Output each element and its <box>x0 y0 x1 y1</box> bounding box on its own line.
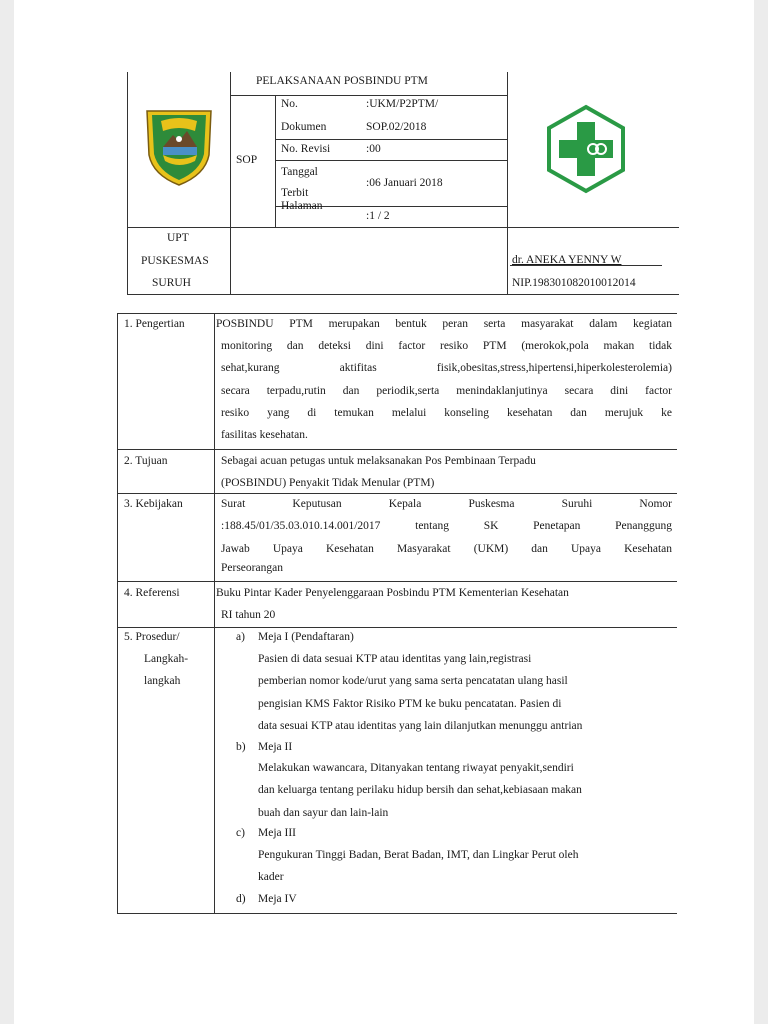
field-label-tanggal: Tanggal <box>281 166 318 178</box>
org-line-3: SURUH <box>152 277 191 289</box>
item-d-title: Meja IV <box>258 893 297 905</box>
field-value-tanggal: :06 Januari 2018 <box>366 177 443 189</box>
field-label-dokumen: Dokumen <box>281 121 327 133</box>
section-5-label-2: Langkah- <box>144 653 189 665</box>
section-2-text: Sebagai acuan petugas untuk melaksanakan Pos Pembinaan Terpadu (POSBINDU) Penyakit Tidak Menular (PTM) <box>221 455 536 490</box>
section-1-text: POSBINDU PTM merupakan bentuk peran serta masyarakat dalam kegiatan <box>216 318 672 330</box>
item-c-marker: c) <box>236 827 245 839</box>
item-b-title: Meja II <box>258 741 293 753</box>
field-value-halaman: :1 / 2 <box>366 210 390 222</box>
item-a-marker: a) <box>236 631 245 643</box>
puskesmas-cross-logo <box>546 104 626 194</box>
section-4-label: 4. Referensi <box>124 587 180 599</box>
signer-nip: NIP.198301082010012014 <box>512 277 636 289</box>
section-4-text: Buku Pintar Kader Penyelenggaraan Posbindu PTM Kementerian Kesehatan RI tahun 20 <box>216 587 569 622</box>
sop-label: SOP <box>236 154 258 166</box>
regency-crest-logo <box>143 105 215 187</box>
item-b-marker: b) <box>236 741 246 753</box>
section-3-label: 3. Kebijakan <box>124 498 183 510</box>
field-label-revisi: No. Revisi <box>281 143 331 155</box>
item-c-title: Meja III <box>258 827 296 839</box>
section-5-label-3: langkah <box>144 675 181 687</box>
section-3-text: Surat Keputusan Kepala Puskesma Suruhi Nomor :188.45/01/35.03.010.14.001/2017 tentang SK Penetapan Penanggung Jawab Upaya Kesehatan Masyarakat (UKM) dan Upaya Kesehatan Perseorangan <box>221 498 672 574</box>
item-b-text: Melakukan wawancara, Ditanyakan tentang riwayat penyakit,sendiri dan keluarga tentang perilaku hidup bersih dan sehat,kebiasaan makan buah dan sayur dan lain-lain <box>258 762 582 819</box>
item-c-text: Pengukuran Tinggi Badan, Berat Badan, IMT, dan Lingkar Perut oleh kader <box>258 849 579 884</box>
sop-title: PELAKSANAAN POSBINDU PTM <box>256 75 428 87</box>
section-5-label-1: 5. Prosedur/ <box>124 631 180 643</box>
signer-name: dr. ANEKA YENNY W <box>512 254 622 266</box>
item-a-title: Meja I (Pendaftaran) <box>258 631 354 643</box>
org-line-2: PUSKESMAS <box>141 255 209 267</box>
item-d-marker: d) <box>236 893 246 905</box>
section-2-label: 2. Tujuan <box>124 455 168 467</box>
org-line-1: UPT <box>167 232 189 244</box>
field-value-dokumen-1: :UKM/P2PTM/ <box>366 98 439 110</box>
section-1-label: 1. Pengertian <box>124 318 185 330</box>
field-label-terbit: Terbit <box>281 187 309 199</box>
section-1-text-cont: monitoring dan deteksi dini factor resiko PTM (merokok,pola makan tidak sehat,kurang aktifitas fisik,obesitas,stress,hipertensi,hiperkolesterolemia) secara terpadu,rutin dan periodik,serta menindaklanjutinya secara dini factor resiko yang di temukan melalui konseling kesehatan dan merujuk ke fasilitas kesehatan. <box>221 340 672 442</box>
field-value-dokumen-2: SOP.02/2018 <box>366 121 427 133</box>
field-label-no: No. <box>281 98 298 110</box>
field-label-halaman: Halaman <box>281 200 323 212</box>
item-a-text: Pasien di data sesuai KTP atau identitas yang lain,registrasi pemberian nomor kode/urut yang sama serta pencatatan ulang hasil pengisian KMS Faktor Risiko PTM ke buku pencatatan. Pasien di data sesuai KTP atau identitas yang lain dilanjutkan menunggu antrian <box>258 653 583 732</box>
field-value-revisi: :00 <box>366 143 381 155</box>
